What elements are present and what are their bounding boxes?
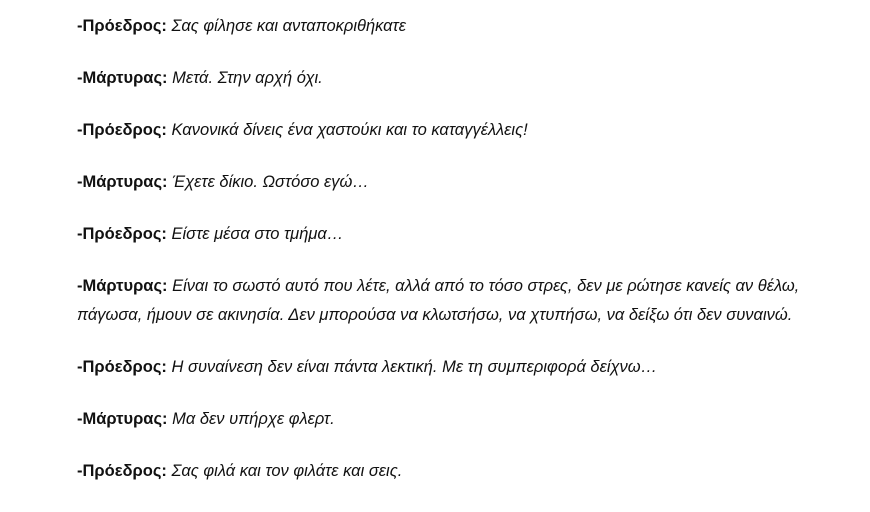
speech-text: Κανονικά δίνεις ένα χαστούκι και το καταγγέλλεις! xyxy=(171,121,528,139)
speech-text: Σας φίλησε και ανταποκριθήκατε xyxy=(171,17,406,35)
speaker-label: -Μάρτυρας: xyxy=(77,410,168,428)
dialogue-line-president xyxy=(77,353,837,382)
dialogue-line-witness xyxy=(77,405,837,434)
speech-text: Σας φιλά και τον φιλάτε και σεις. xyxy=(171,462,403,480)
dialogue-line-witness xyxy=(77,168,837,197)
speech-text: Η συναίνεση δεν είναι πάντα λεκτική. Με τη συμπεριφορά δείχνω… xyxy=(171,358,658,376)
dialogue-line-president xyxy=(77,12,837,41)
speech-text: Μα δεν υπήρχε φλερτ. xyxy=(172,410,335,428)
speaker-label: -Πρόεδρος: xyxy=(77,17,167,35)
court-transcript xyxy=(77,12,837,509)
speech-text: Είναι το σωστό αυτό που λέτε, αλλά από το τόσο στρες, δεν με ρώτησε κανείς αν θέλω, πάγωσα, ήμουν σε ακινησία. Δεν μπορούσα να κλωτσήσω, να χτυπήσω, να δείξω ότι δεν συναινώ. xyxy=(77,277,800,324)
dialogue-line-witness xyxy=(77,64,837,93)
speaker-label: -Μάρτυρας: xyxy=(77,277,168,295)
dialogue-line-president xyxy=(77,457,837,486)
speech-text: Έχετε δίκιο. Ωστόσο εγώ… xyxy=(172,173,369,191)
speaker-label: -Πρόεδρος: xyxy=(77,121,167,139)
speaker-label: -Μάρτυρας: xyxy=(77,69,168,87)
speech-text: Μετά. Στην αρχή όχι. xyxy=(172,69,323,87)
speaker-label: -Πρόεδρος: xyxy=(77,225,167,243)
dialogue-line-president xyxy=(77,220,837,249)
speech-text: Είστε μέσα στο τμήμα… xyxy=(171,225,344,243)
speaker-label: -Πρόεδρος: xyxy=(77,358,167,376)
speaker-label: -Πρόεδρος: xyxy=(77,462,167,480)
speaker-label: -Μάρτυρας: xyxy=(77,173,168,191)
dialogue-line-witness xyxy=(77,272,837,330)
dialogue-line-president xyxy=(77,116,837,145)
